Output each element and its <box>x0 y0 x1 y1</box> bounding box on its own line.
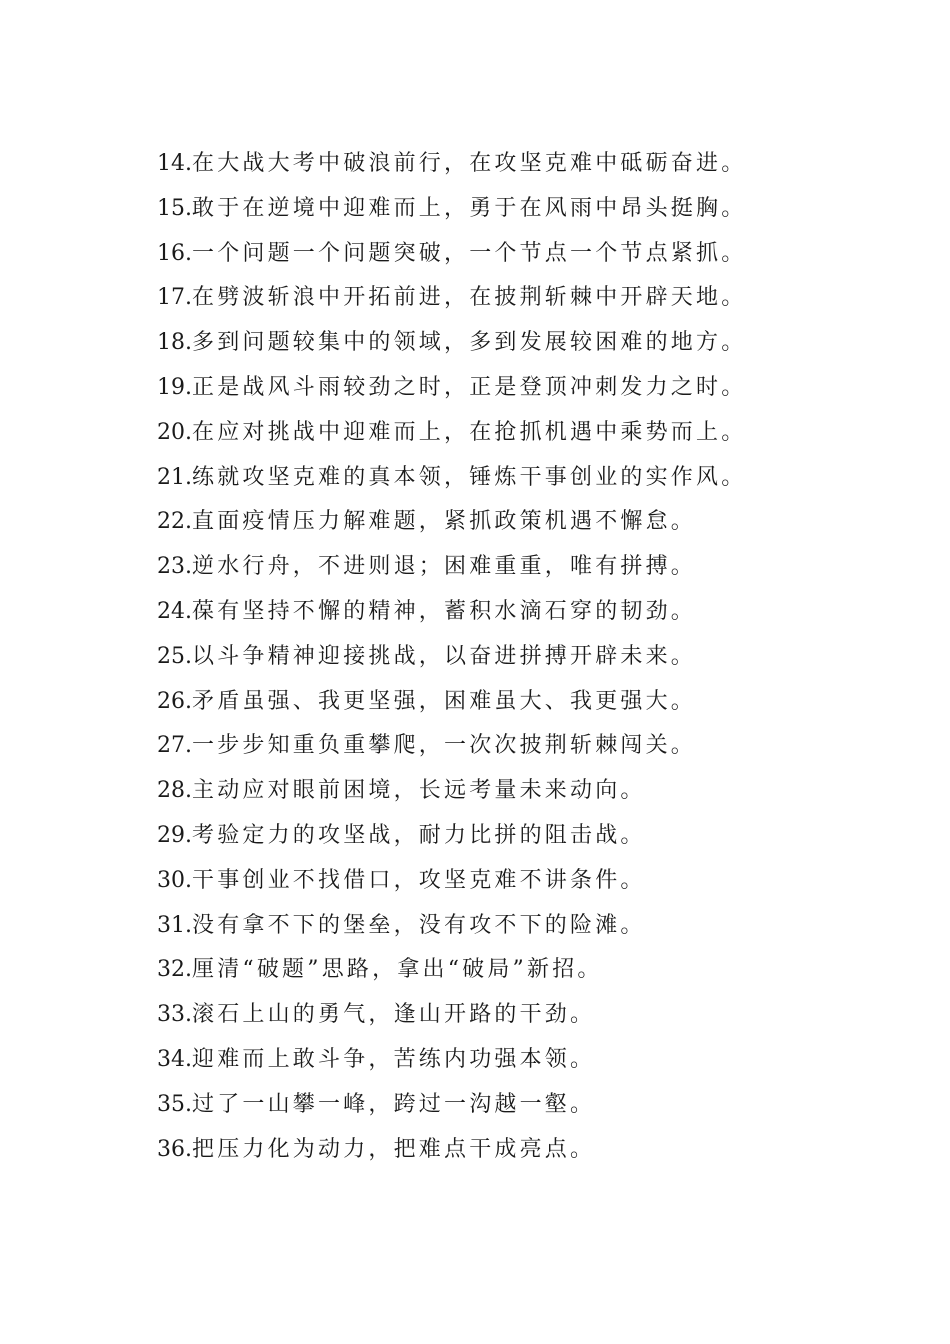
item-number: 30. <box>157 867 192 893</box>
item-number: 18. <box>157 330 192 356</box>
item-text: 直面疫情压力解难题，紧抓政策机遇不懈怠。 <box>192 509 697 535</box>
item-text: 正是战风斗雨较劲之时，正是登顶冲刺发力之时。 <box>192 374 747 400</box>
item-text: 在劈波斩浪中开拓前进，在披荆斩棘中开辟天地。 <box>192 285 747 311</box>
list-item <box>157 993 877 1038</box>
list-item <box>157 545 877 590</box>
item-text: 一个问题一个问题突破，一个节点一个节点紧抓。 <box>192 240 747 266</box>
item-number: 33. <box>157 1002 192 1028</box>
item-number: 36. <box>157 1136 192 1162</box>
item-text: 没有拿不下的堡垒，没有攻不下的险滩。 <box>192 912 646 938</box>
list-item <box>157 904 877 949</box>
list-item <box>157 411 877 456</box>
document-body <box>157 142 877 1172</box>
item-text: 在大战大考中破浪前行，在攻坚克难中砥砺奋进。 <box>192 151 747 176</box>
list-item <box>157 680 877 725</box>
list-item <box>157 1083 877 1128</box>
item-number: 23. <box>157 554 192 580</box>
item-number: 34. <box>157 1046 192 1072</box>
item-text: 一步步知重负重攀爬，一次次披荆斩棘闯关。 <box>192 733 697 759</box>
item-text: 考验定力的攻坚战，耐力比拼的阻击战。 <box>192 822 646 848</box>
item-number: 27. <box>157 733 192 759</box>
item-text: 在应对挑战中迎难而上，在抢抓机遇中乘势而上。 <box>192 419 747 445</box>
item-text: 以斗争精神迎接挑战，以奋进拼搏开辟未来。 <box>192 643 697 669</box>
list-item <box>157 321 877 366</box>
list-item <box>157 814 877 859</box>
list-item <box>157 948 877 993</box>
list-item <box>157 456 877 501</box>
item-text: 滚石上山的勇气，逢山开路的干劲。 <box>192 1002 596 1028</box>
list-item <box>157 500 877 545</box>
item-text: 多到问题较集中的领域，多到发展较困难的地方。 <box>192 330 747 356</box>
item-text: 敢于在逆境中迎难而上，勇于在风雨中昂头挺胸。 <box>192 195 747 221</box>
list-item <box>157 724 877 769</box>
list-item <box>157 769 877 814</box>
list-item <box>157 590 877 635</box>
item-number: 19. <box>157 374 192 400</box>
item-text: 葆有坚持不懈的精神，蓄积水滴石穿的韧劲。 <box>192 598 697 624</box>
item-number: 32. <box>157 957 192 983</box>
list-item <box>157 859 877 904</box>
list-item <box>157 232 877 277</box>
item-text: 迎难而上敢斗争，苦练内功强本领。 <box>192 1046 596 1072</box>
item-text: 干事创业不找借口，攻坚克难不讲条件。 <box>192 867 646 893</box>
item-text: 练就攻坚克难的真本领，锤炼干事创业的实作风。 <box>192 464 747 490</box>
item-number: 29. <box>157 822 192 848</box>
item-text: 主动应对眼前困境，长远考量未来动向。 <box>192 778 646 804</box>
list-item <box>157 635 877 680</box>
item-number: 24. <box>157 598 192 624</box>
item-number: 21. <box>157 464 192 490</box>
list-item <box>157 142 877 187</box>
list-item <box>157 187 877 232</box>
item-number: 28. <box>157 778 192 804</box>
list-item <box>157 366 877 411</box>
item-number: 25. <box>157 643 192 669</box>
item-text: 把压力化为动力，把难点干成亮点。 <box>192 1136 596 1162</box>
list-item <box>157 1128 877 1173</box>
item-number: 35. <box>157 1091 192 1117</box>
item-number: 22. <box>157 509 192 535</box>
item-number: 16. <box>157 240 192 266</box>
item-number: 14. <box>157 151 192 176</box>
item-number: 15. <box>157 195 192 221</box>
item-text: 过了一山攀一峰，跨过一沟越一壑。 <box>192 1091 596 1117</box>
item-text: 厘清“破题”思路，拿出“破局”新招。 <box>192 957 603 983</box>
list-item <box>157 1038 877 1083</box>
item-text: 矛盾虽强、我更坚强，困难虽大、我更强大。 <box>192 688 697 714</box>
item-number: 20. <box>157 419 192 445</box>
item-number: 26. <box>157 688 192 714</box>
list-item <box>157 276 877 321</box>
item-number: 17. <box>157 285 192 311</box>
item-number: 31. <box>157 912 192 938</box>
item-text: 逆水行舟，不进则退；困难重重，唯有拼搏。 <box>192 554 697 580</box>
